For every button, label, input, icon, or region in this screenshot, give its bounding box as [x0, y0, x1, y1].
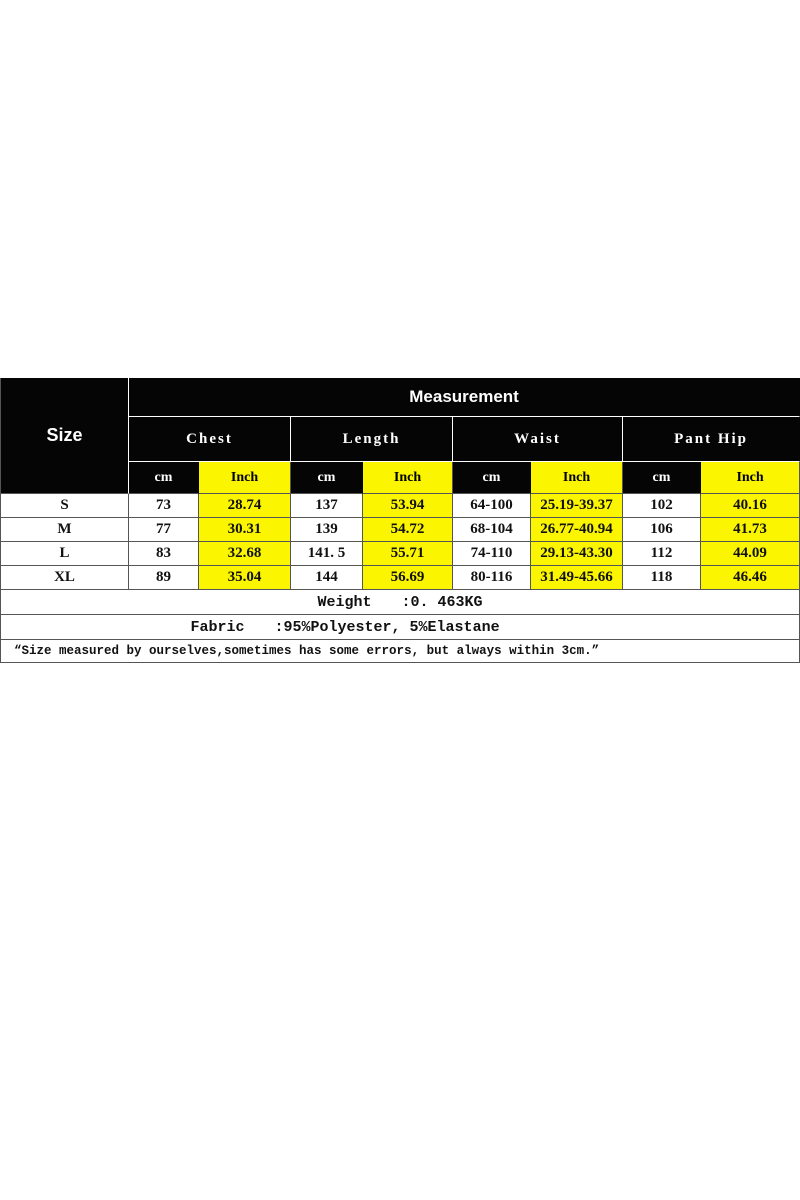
data-cell: 44.09	[701, 542, 800, 566]
unit-header-cm-waist: cm	[453, 462, 531, 494]
row-size-label: L	[1, 542, 129, 566]
unit-header-cm-length: cm	[291, 462, 363, 494]
row-size-label: S	[1, 494, 129, 518]
row-size-label: XL	[1, 566, 129, 590]
size-header-cell: Size	[1, 378, 129, 494]
data-cell: 40.16	[701, 494, 800, 518]
group-header-waist: Waist	[453, 417, 623, 462]
data-cell: 80-116	[453, 566, 531, 590]
table-row	[1, 518, 800, 542]
data-cell: 25.19-39.37	[531, 494, 623, 518]
data-cell: 53.94	[363, 494, 453, 518]
data-cell: 77	[129, 518, 199, 542]
weight-label: Weight	[317, 593, 372, 611]
fabric-row	[1, 615, 800, 640]
data-cell: 137	[291, 494, 363, 518]
size-chart	[0, 378, 800, 663]
unit-header-cm-pant-hip: cm	[623, 462, 701, 494]
fabric-value: :95%Polyester, 5%Elastane	[274, 618, 500, 636]
data-cell: 112	[623, 542, 701, 566]
fabric-label: Fabric	[190, 618, 245, 636]
weight-row	[1, 590, 800, 615]
data-cell: 35.04	[199, 566, 291, 590]
table-row	[1, 542, 800, 566]
disclaimer-note: “Size measured by ourselves,sometimes has some errors, but always within 3cm.”	[1, 640, 800, 663]
data-cell: 102	[623, 494, 701, 518]
data-cell: 68-104	[453, 518, 531, 542]
data-cell: 26.77-40.94	[531, 518, 623, 542]
data-cell: 30.31	[199, 518, 291, 542]
group-header-length: Length	[291, 417, 453, 462]
data-cell: 83	[129, 542, 199, 566]
data-cell: 56.69	[363, 566, 453, 590]
weight-value: :0. 463KG	[401, 593, 483, 611]
table-row	[1, 615, 800, 640]
data-cell: 32.68	[199, 542, 291, 566]
unit-header-inch-pant-hip: Inch	[701, 462, 800, 494]
unit-header-inch-waist: Inch	[531, 462, 623, 494]
unit-header-inch-length: Inch	[363, 462, 453, 494]
table-row	[1, 378, 800, 417]
data-cell: 106	[623, 518, 701, 542]
data-cell: 55.71	[363, 542, 453, 566]
data-cell: 64-100	[453, 494, 531, 518]
data-cell: 89	[129, 566, 199, 590]
table-row	[1, 566, 800, 590]
data-cell: 28.74	[199, 494, 291, 518]
data-cell: 73	[129, 494, 199, 518]
data-cell: 139	[291, 518, 363, 542]
group-header-chest: Chest	[129, 417, 291, 462]
unit-header-cm-chest: cm	[129, 462, 199, 494]
measurement-table	[0, 378, 800, 663]
data-cell: 141. 5	[291, 542, 363, 566]
table-row	[1, 640, 800, 663]
table-row	[1, 494, 800, 518]
data-cell: 46.46	[701, 566, 800, 590]
table-row	[1, 590, 800, 615]
unit-header-inch-chest: Inch	[199, 462, 291, 494]
table-title: Measurement	[129, 378, 800, 417]
data-cell: 31.49-45.66	[531, 566, 623, 590]
group-header-pant-hip: Pant Hip	[623, 417, 800, 462]
data-cell: 144	[291, 566, 363, 590]
row-size-label: M	[1, 518, 129, 542]
data-cell: 74-110	[453, 542, 531, 566]
data-cell: 54.72	[363, 518, 453, 542]
data-cell: 118	[623, 566, 701, 590]
data-cell: 29.13-43.30	[531, 542, 623, 566]
data-cell: 41.73	[701, 518, 800, 542]
